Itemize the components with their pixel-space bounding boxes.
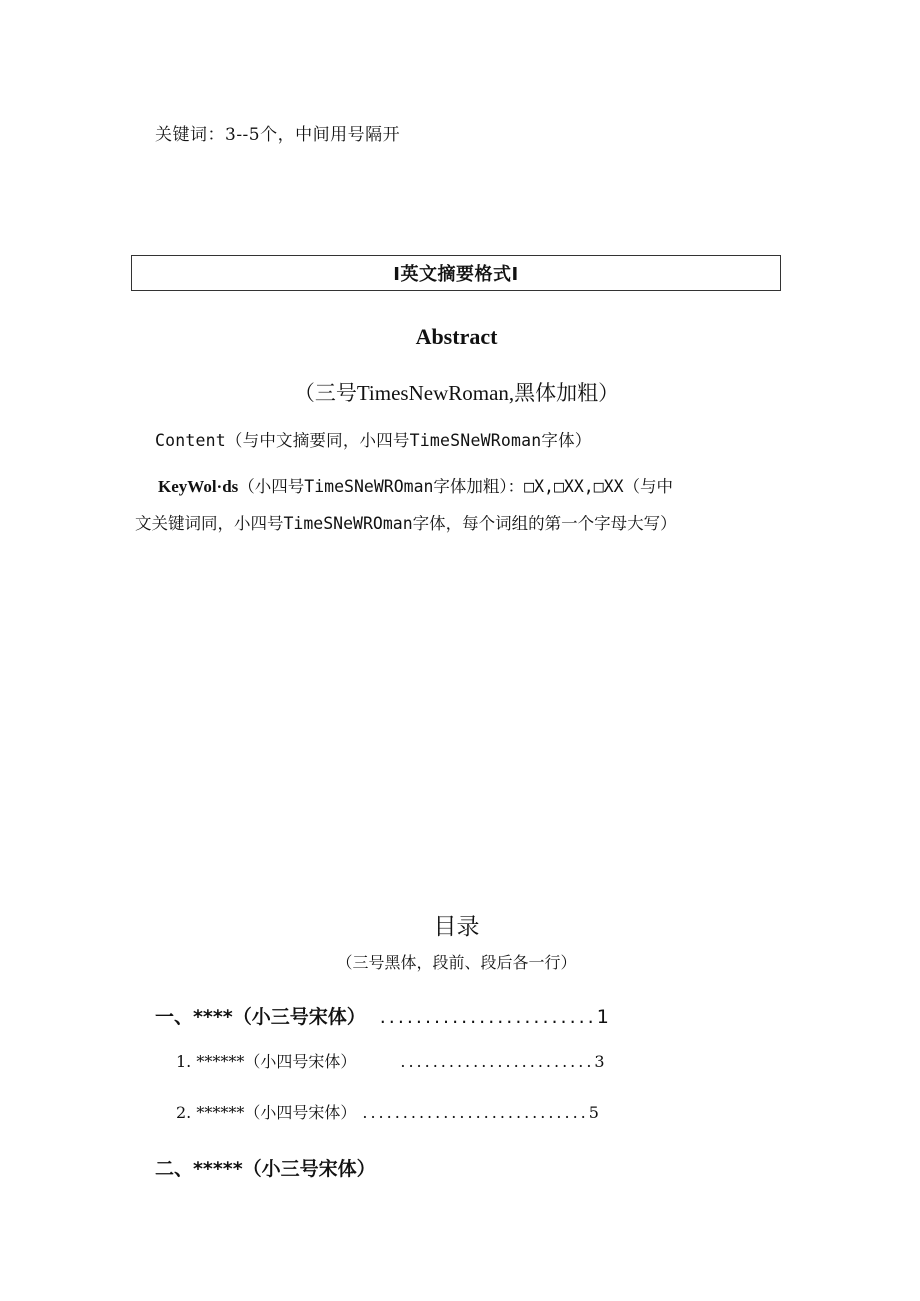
toc-entry-label: 1. ******（小四号宋体）: [176, 1052, 357, 1071]
toc-page-number: 3: [594, 1052, 605, 1071]
toc-page-number: 1: [596, 1006, 609, 1028]
english-keywords-label: KeyWol·ds: [158, 477, 239, 496]
abstract-format-note: （三号TimesNewRoman,黑体加粗）: [293, 381, 620, 405]
toc-entry-section-2[interactable]: [176, 1100, 599, 1123]
toc-entry-chapter-2[interactable]: [155, 1154, 376, 1181]
section-header-label: I英文摘要格式I: [393, 264, 519, 285]
toc-entry-label: 一、****（小三号宋体）: [155, 1006, 366, 1028]
toc-entry-label: 二、*****（小三号宋体）: [155, 1158, 376, 1180]
toc-leader-dots: ............................: [362, 1103, 589, 1122]
toc-entry-section-1[interactable]: [176, 1049, 605, 1072]
english-keywords-line: [158, 473, 673, 497]
english-keywords-text: （小四号TimeSNeWROman字体加粗）：□X,□XX,□XX（与中: [238, 477, 674, 496]
toc-title: 目录: [433, 914, 480, 940]
english-keywords-line-continued: 文关键词同，小四号TimeSNeWROman字体，每个词组的第一个字母大写）: [135, 514, 677, 533]
chinese-keywords-line: 关键词：3--5个，中间用号隔开: [155, 125, 401, 145]
toc-entry-chapter-1[interactable]: [155, 1002, 609, 1029]
section-header-box: [131, 255, 781, 291]
toc-leader-dots: ........................: [379, 1006, 597, 1028]
abstract-title: Abstract: [415, 324, 498, 349]
toc-leader-dots: ........................: [400, 1052, 595, 1071]
toc-format-note: （三号黑体，段前、段后各一行）: [336, 953, 577, 972]
toc-entry-label: 2. ******（小四号宋体）: [176, 1103, 357, 1122]
abstract-content-line: Content（与中文摘要同，小四号TimeSNeWRoman字体）: [155, 431, 592, 450]
toc-page-number: 5: [588, 1103, 599, 1122]
